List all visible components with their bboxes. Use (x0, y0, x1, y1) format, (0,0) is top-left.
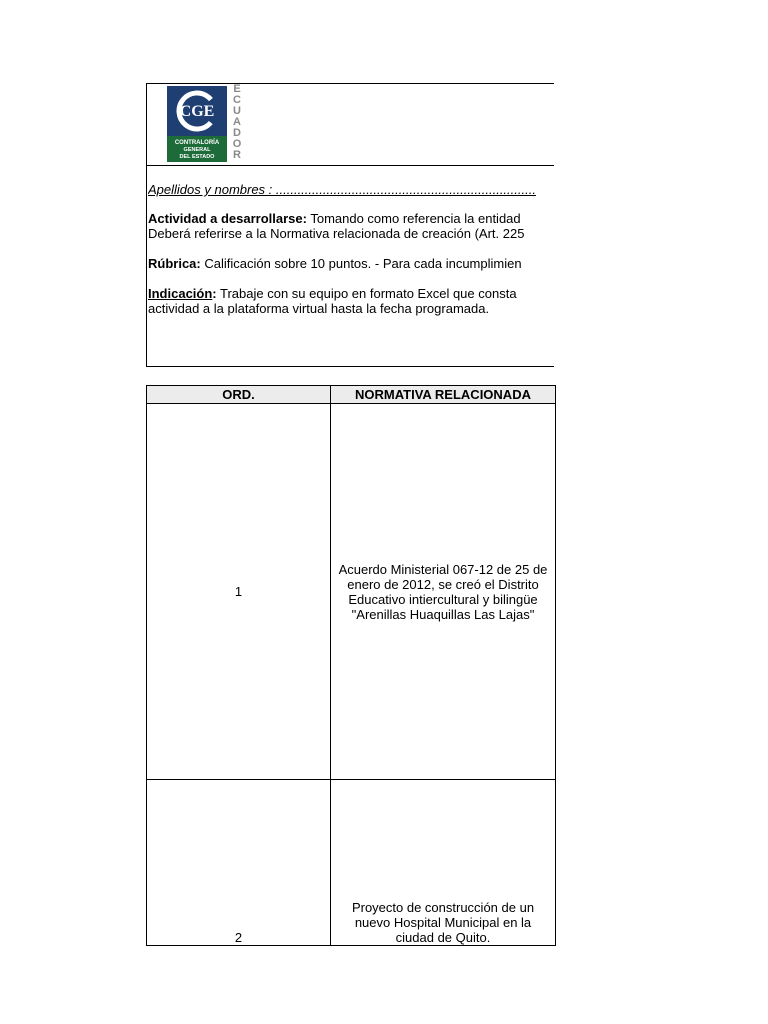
logo-org-line3: DEL ESTADO (179, 154, 215, 160)
rubrica-label: Rúbrica: (148, 256, 201, 271)
table-header-row (147, 386, 556, 404)
contraloria-logo (167, 86, 227, 162)
cell-normativa: Acuerdo Ministerial 067-12 de 25 de enero de 2012, se creó el Distrito Educativo intiercultural y bilingüe "Arenillas Huaquillas Las Lajas" (331, 404, 556, 780)
header-divider (146, 165, 554, 166)
indicacion-line (148, 286, 554, 301)
apellidos-line: Apellidos y nombres : ........................................................................ (148, 182, 536, 197)
actividad-line-2: Deberá referirse a la Normativa relacionada de creación (Art. 225 (148, 226, 525, 241)
indicacion-label: Indicación (148, 286, 213, 301)
header-ord: ORD. (147, 386, 331, 404)
actividad-line (148, 211, 554, 226)
logo-org-line1: CONTRALORÍA (174, 140, 220, 146)
rubrica-text: Calificación sobre 10 puntos. - Para cada incumplimien (200, 256, 522, 271)
contraloria-logo-graphic (167, 86, 227, 162)
indicacion-line-2: actividad a la plataforma virtual hasta la fecha programada. (148, 301, 490, 316)
actividad-label: Actividad a desarrollarse: (148, 211, 307, 226)
indicacion-colon: : (212, 286, 217, 301)
cell-ord: 2 (147, 780, 331, 946)
cell-ord: 1 (147, 404, 331, 780)
actividad-text: Tomando como referencia la entidad (306, 211, 521, 226)
table-row (147, 404, 556, 780)
cell-normativa: Proyecto de construcción de un nuevo Hospital Municipal en la ciudad de Quito. (331, 780, 556, 946)
logo-country-vertical: ECUADOR (232, 83, 242, 161)
indicacion-text: Trabaje con su equipo en formato Excel que consta (216, 286, 517, 301)
rubrica-line (148, 256, 554, 271)
normativa-table (146, 385, 556, 946)
header-normativa: NORMATIVA RELACIONADA (331, 386, 556, 404)
table-row (147, 780, 556, 946)
logo-org-line2: GENERAL (183, 147, 211, 153)
logo-initials: CGE (179, 103, 215, 120)
